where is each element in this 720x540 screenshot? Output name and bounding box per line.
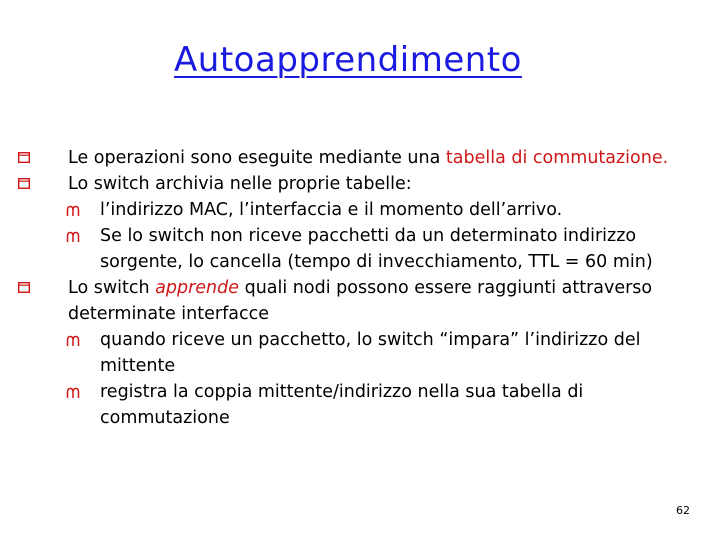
sub-bullet-item: Se lo switch non riceve pacchetti da un determinato indirizzo sorgente, lo cancella (tempo di invecchiamento, TTL = 60 min) [18,223,708,275]
bullet-item: Le operazioni sono eseguite mediante una tabella di commutazione. [18,145,708,171]
checkbox-bullet-icon [18,178,30,189]
highlight-text: tabella di commutazione. [445,148,669,168]
sub-bullet-item: quando riceve un pacchetto, lo switch “impara” l’indirizzo del mittente [18,327,708,379]
sub-bullet-item: registra la coppia mittente/indirizzo nella sua tabella di commutazione [18,379,708,431]
m-bullet-icon [66,335,80,347]
checkbox-bullet-icon [18,152,30,163]
page-number: 62 [676,504,690,517]
m-bullet-icon [66,205,80,217]
bullet-item: Lo switch apprende quali nodi possono essere raggiunti attraverso determinate interfacce [18,275,708,327]
m-bullet-icon [66,231,80,243]
m-bullet-icon [66,387,80,399]
checkbox-bullet-icon [18,282,30,293]
slide-content [18,145,708,431]
slide-title: Autoapprendimento [174,40,522,80]
bullet-item: Lo switch archivia nelle proprie tabelle: [18,171,708,197]
sub-bullet-item: l’indirizzo MAC, l’interfaccia e il momento dell’arrivo. [18,197,708,223]
highlight-text: apprende [155,278,240,298]
